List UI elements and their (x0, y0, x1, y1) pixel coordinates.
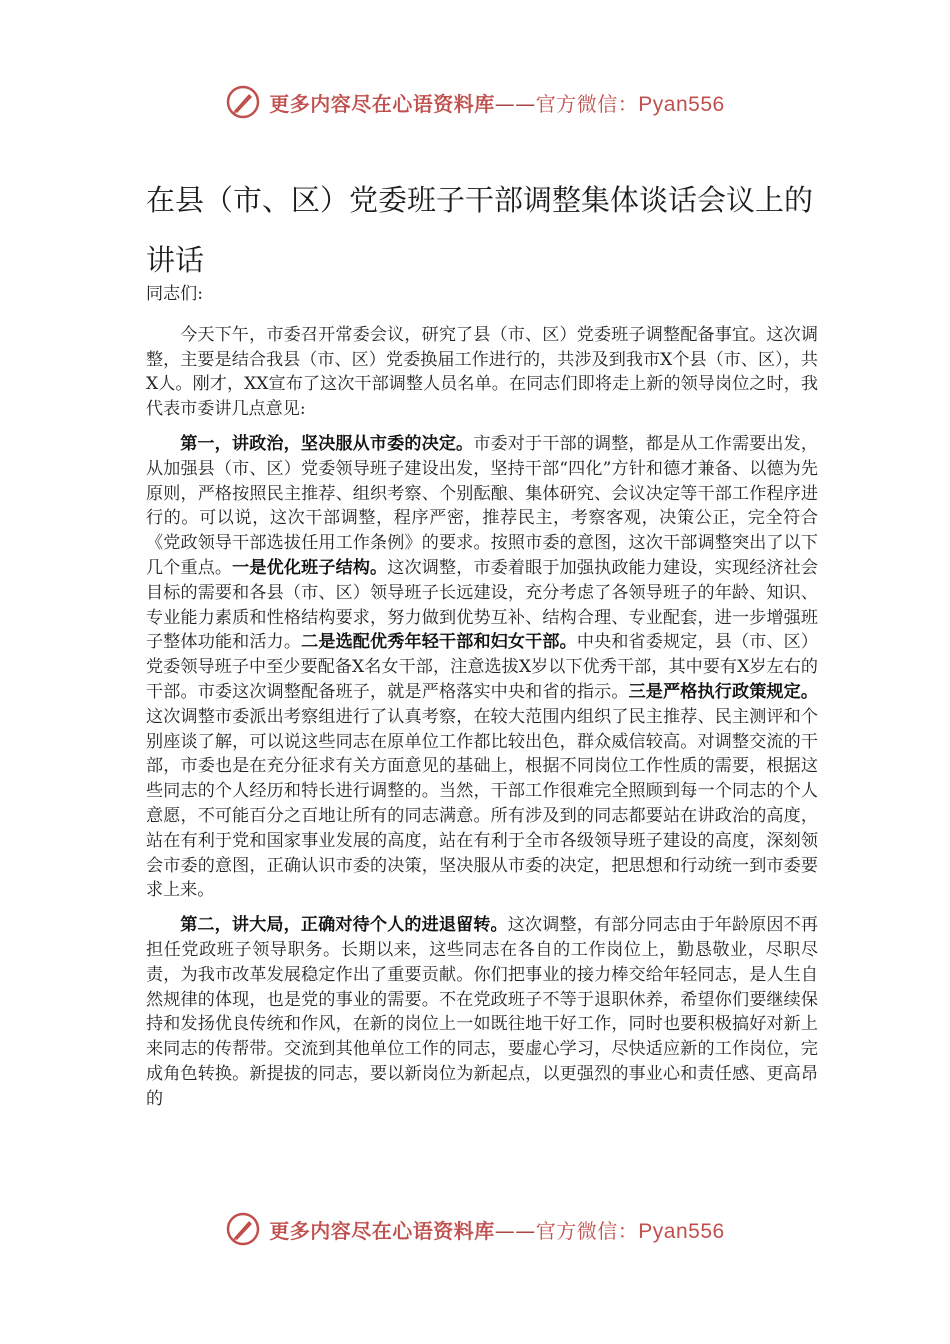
watermark-text (269, 1215, 724, 1244)
highlight-young-women-cadres: 二是选配优秀年轻干部和妇女干部。 (301, 632, 577, 653)
pen-logo-icon (225, 84, 261, 120)
document-title: 在县（市、区）党委班子干部调整集体谈话会议上的讲话 (146, 183, 814, 277)
watermark-label: 官方微信： (535, 91, 639, 116)
watermark-banner-top (0, 80, 950, 124)
point-one-text-a: 市委对于干部的调整，都是从工作需要出发，从加强县（市、区）党委领导班子建设出发，坚持干部“四化”方针和德才兼备、以德为先原则，严格按照民主推荐、组织考察、个别酝酿、集体研究、会议决定等干部工作程序进行的。可以说，这次干部调整，程序严密，推荐民主，考察客观，决策公正，完全符合《党政领导干部选拔任用工作条例》的要求。按照市委的意图，这次干部调整突出了以下几个重点。 (146, 433, 819, 578)
paragraph-point-two (146, 913, 818, 1111)
point-one-text-d: 这次调整市委派出考察组进行了认真考察，在较大范围内组织了民主推荐、民主测评和个别座谈了解，可以说这些同志在原单位工作都比较出色，群众威信较高。对调整交流的干部，市委也是在充分征求有关方面意见的基础上，根据不同岗位工作性质的需要，根据这些同志的个人经历和特长进行调整的。当然，干部工作很难完全照顾到每一个同志的个人意愿，不可能百分之百地让所有的同志满意。所有涉及到的同志都要站在讲政治的高度，站在有利于党和国家事业发展的高度，站在有利于全市各级领导班子建设的高度，深刻领会市委的意图，正确认识市委的决策，坚决服从市委的决定，把思想和行动统一到市委要求上来。 (146, 706, 818, 901)
point-one-text-b: 这次调整，市委着眼于加强执政能力建设，实现经济社会目标的需要和各县（市、区）领导班子长远建设，充分考虑了各领导班子的年龄、知识、专业能力素质和性格结构要求，努力做到优势互补、结构合理、专业配套，进一步增强班子整体功能和活力。 (146, 557, 818, 653)
point-two-text: 这次调整，有部分同志由于年龄原因不再担任党政班子领导职务。长期以来，这些同志在各自的工作岗位上，勤恳敬业，尽职尽责，为我市改革发展稳定作出了重要贡献。你们把事业的接力棒交给年轻同志，是人生自然规律的体现，也是党的事业的需要。不在党政班子不等于退职休养，希望你们要继续保持和发扬优良传统和作风，在新的岗位上一如既往地干好工作，同时也要积极搞好对新上来同志的传帮带。交流到其他单位工作的同志，要虚心学习，尽快适应新的工作岗位，完成角色转换。新提拔的同志，要以新岗位为新起点，以更强烈的事业心和责任感、更高昂的 (146, 915, 819, 1109)
watermark-separator: —— (494, 91, 536, 116)
watermark-site: 更多内容尽在心语资料库 (269, 1218, 495, 1243)
highlight-policy-rules: 三是严格执行政策规定。 (628, 681, 818, 702)
watermark-separator: —— (494, 1218, 536, 1243)
watermark-id: Pyan556 (638, 1219, 725, 1243)
point-one-heading: 第一，讲政治，坚决服从市委的决定。 (180, 433, 474, 454)
point-one-text-c: 中央和省委规定，县（市、区）党委领导班子中至少要配备X名女干部，注意选拔X岁以下优秀干部，其中要有X岁左右的干部。市委这次调整配备班子，就是严格落实中央和省的指示。 (146, 632, 818, 702)
watermark-banner-bottom (0, 1207, 950, 1251)
watermark-text (269, 88, 724, 117)
pen-logo-icon (225, 1211, 261, 1247)
greeting: 同志们: (146, 284, 204, 304)
highlight-optimize-structure: 一是优化班子结构。 (232, 557, 388, 578)
point-two-heading: 第二，讲大局，正确对待个人的进退留转。 (180, 915, 508, 936)
paragraph-point-one (146, 432, 818, 903)
watermark-id: Pyan556 (638, 92, 725, 116)
document-body (146, 282, 818, 1122)
watermark-label: 官方微信： (535, 1218, 639, 1243)
watermark-site: 更多内容尽在心语资料库 (269, 91, 495, 116)
paragraph-intro: 今天下午，市委召开常委会议，研究了县（市、区）党委班子调整配备事宜。这次调整，主要是结合我县（市、区）党委换届工作进行的，共涉及到我市X个县（市、区），共X人。刚才，XX宣布了这次干部调整人员名单。在同志们即将走上新的领导岗位之时，我代表市委讲几点意见: (146, 324, 818, 420)
